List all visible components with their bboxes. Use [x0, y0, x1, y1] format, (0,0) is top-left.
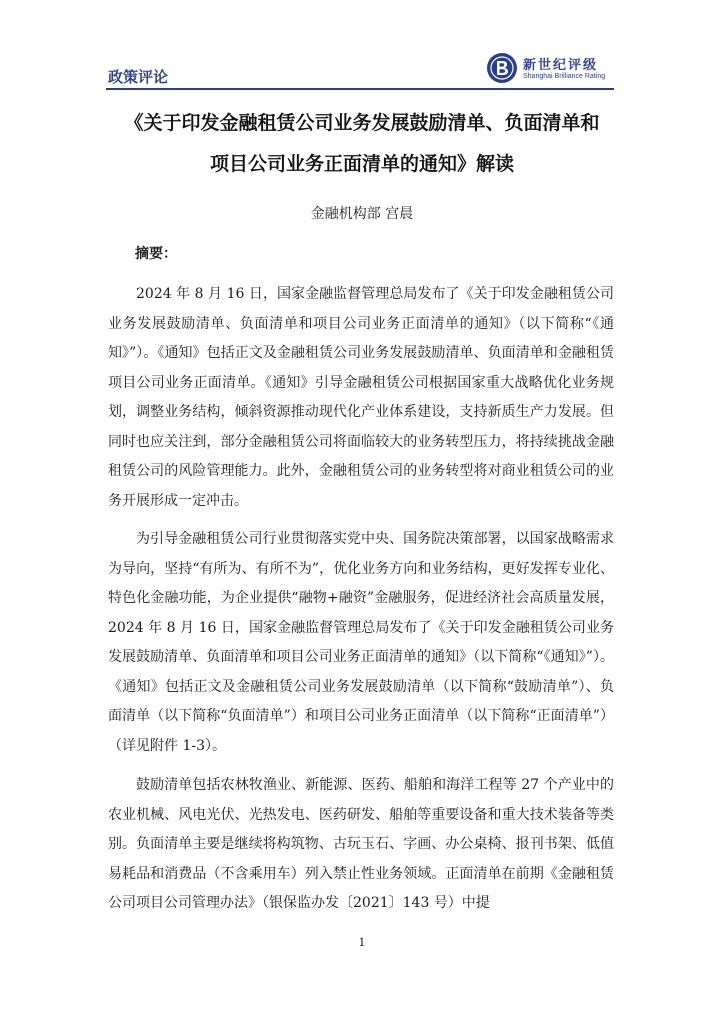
- header-divider: [106, 88, 614, 90]
- abstract-heading: 摘要：: [135, 246, 177, 262]
- page-number: 1: [358, 936, 366, 949]
- section-label: 政策评论: [108, 68, 169, 86]
- logo-chinese-name: 新世纪评级: [523, 58, 599, 73]
- document-title-line-2: 项目公司业务正面清单的通知》解读: [209, 153, 514, 175]
- brand-logo: [486, 52, 626, 86]
- logo-english-name: Shanghai Brilliance Rating: [523, 73, 606, 80]
- author-line: 金融机构部 宫晨: [310, 206, 414, 222]
- paragraph-lists: 鼓励清单包括农林牧渔业、新能源、医药、船舶和海洋工程等 27 个产业中的农业机械、风电光伏、光热发电、医药研发、船舶等重要设备和重大技术装备等类别。负面清单主要是继续将构筑物、古玩玉石、字画、办公桌椅、报刊书架、低值易耗品和消费品（不含乘用车）列入禁止性业务领域。正面清单在前期《金融租赁公司项目公司管理办法》（银保监办发〔2021〕143 号）中提: [108, 777, 614, 911]
- paragraph-abstract: 2024 年 8 月 16 日，国家金融监督管理总局发布了《关于印发金融租赁公司业务发展鼓励清单、负面清单和项目公司业务正面清单的通知》（以下简称“《通知》”）。《通知》包括正文及金融租赁公司业务发展鼓励清单、负面清单和金融租赁项目公司业务正面清单。《通知》引导金融租赁公司根据国家重大战略优化业务规划，调整业务结构，倾斜资源推动现代化产业体系建设，支持新质生产力发展。但同时也应关注到，部分金融租赁公司将面临较大的业务转型压力，将持续挑战金融租赁公司的风险管理能力。此外，金融租赁公司的业务转型将对商业租赁公司的业务开展形成一定冲击。: [108, 286, 614, 509]
- document-title-line-1: 《关于印发金融租赁公司业务发展鼓励清单、负面清单和: [124, 112, 600, 134]
- logo-seal-icon: [486, 52, 518, 84]
- paragraph-background: 为引导金融租赁公司行业贯彻落实党中央、国务院决策部署，以国家战略需求为导向，坚持“有所为、有所不为”，优化业务方向和业务结构，更好发挥专业化、特色化金融功能，为企业提供“融物+融资”金融服务，促进经济社会高质量发展，2024 年 8 月 16 日，国家金融监督管理总局发布了《关于印发金融租赁公司业务发展鼓励清单、负面清单和项目公司业务正面清单的通知》（以下简称“《通知》”）。《通知》包括正文及金融租赁公司业务发展鼓励清单（以下简称“鼓励清单”）、负面清单（以下简称“负面清单”）和项目公司业务正面清单（以下简称“正面清单”）（详见附件 1-3）。: [108, 531, 614, 754]
